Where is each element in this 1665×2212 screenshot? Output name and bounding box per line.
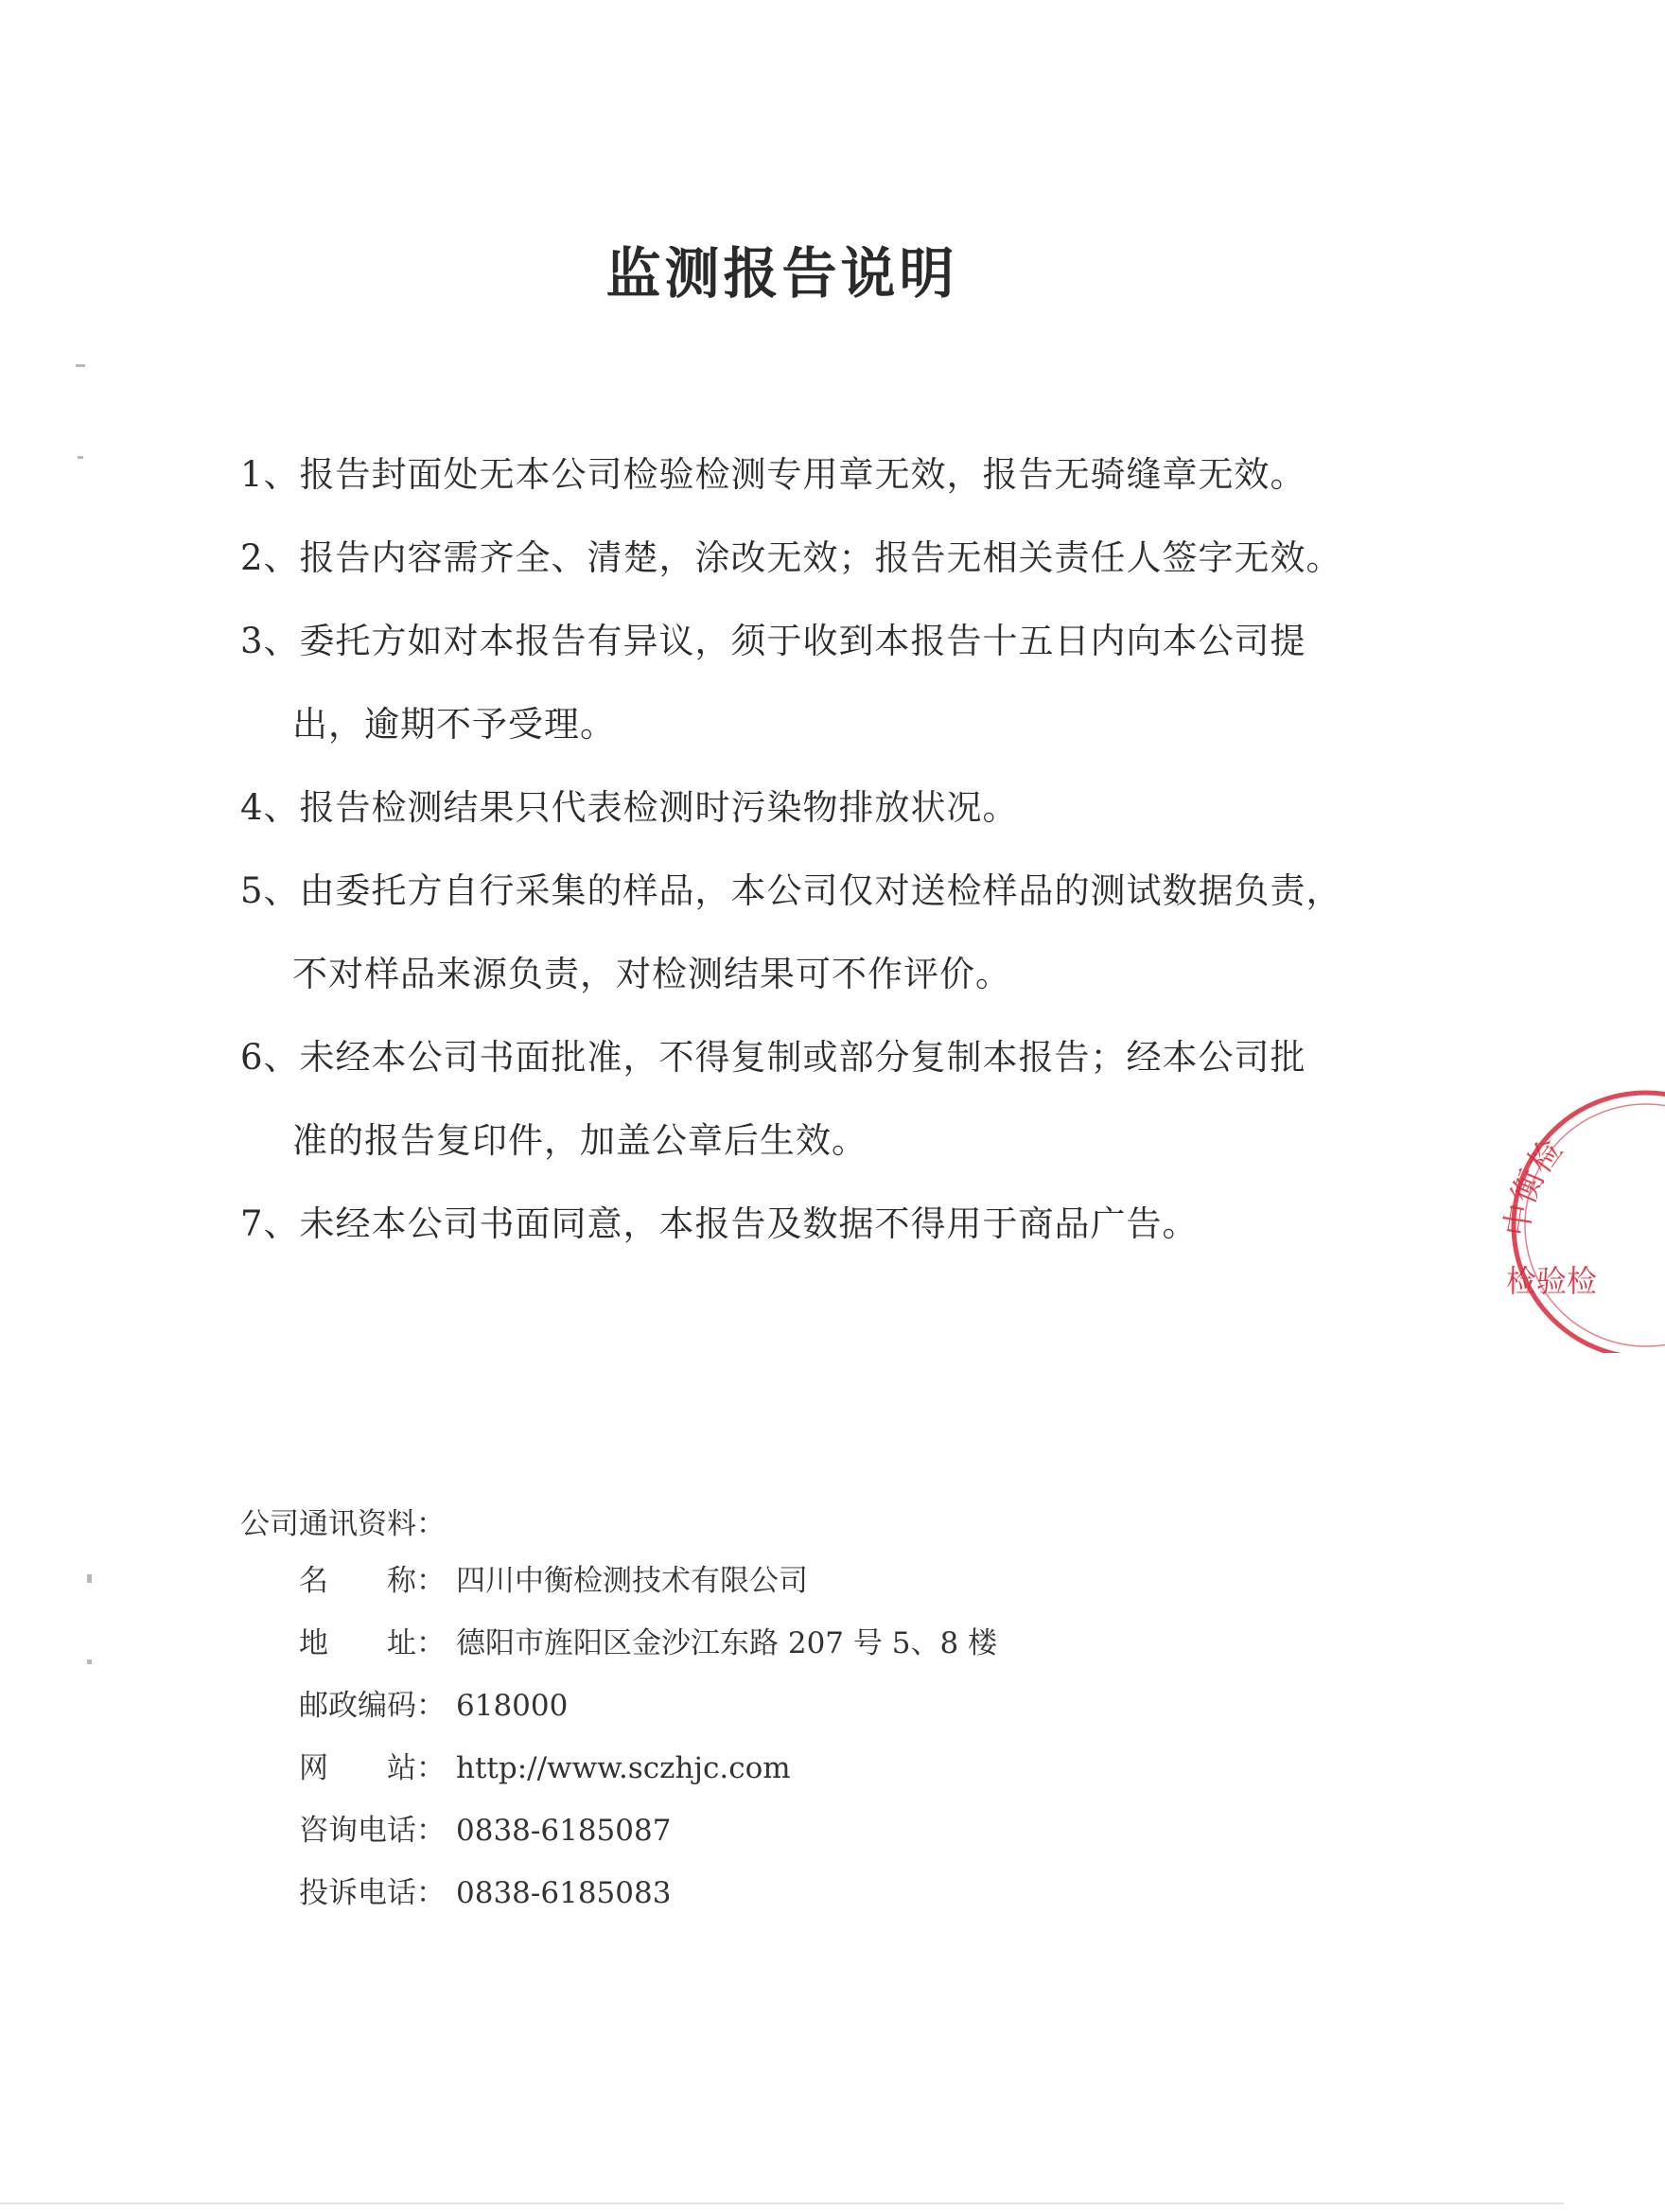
scan-speck xyxy=(76,364,85,367)
company-name: 四川中衡检测技术有限公司 xyxy=(456,1564,808,1598)
note-continuation: 出，逾期不予受理。 xyxy=(292,704,616,745)
contact-row-website xyxy=(299,1745,997,1807)
note-item xyxy=(240,600,1357,766)
contact-label: 网 站： xyxy=(299,1751,446,1785)
contact-label: 咨询电话： xyxy=(299,1814,446,1848)
note-text: 3、委托方如对本报告有异议，须于收到本报告十五日内向本公司提 xyxy=(240,621,1306,661)
scan-speck xyxy=(78,456,83,459)
company-address: 德阳市旌阳区金沙江东路 207 号 5、8 楼 xyxy=(456,1626,998,1660)
contact-row-name xyxy=(299,1557,997,1620)
postcode: 618000 xyxy=(456,1689,569,1723)
seal-stamp xyxy=(1495,1088,1665,1353)
contact-label: 名 称： xyxy=(299,1564,446,1598)
contact-list xyxy=(299,1557,997,1932)
seal-bottom-text: 检验检 xyxy=(1506,1263,1598,1299)
website-url: http://www.sczhjc.com xyxy=(456,1751,791,1785)
seal-arc-text: 中衡检 xyxy=(1498,1132,1570,1239)
note-text: 1、报告封面处无本公司检验检测专用章无效，报告无骑缝章无效。 xyxy=(240,454,1306,495)
note-item xyxy=(240,1183,1357,1266)
contact-heading: 公司通讯资料： xyxy=(240,1507,446,1541)
note-text: 6、未经本公司书面批准，不得复制或部分复制本报告；经本公司批 xyxy=(240,1037,1306,1078)
note-item xyxy=(240,766,1357,850)
contact-label: 投诉电话： xyxy=(299,1876,446,1910)
note-continuation: 不对样品来源负责，对检测结果可不作评价。 xyxy=(292,954,1011,994)
inquiry-phone: 0838-6185087 xyxy=(456,1814,672,1848)
contact-row-complaint-phone xyxy=(299,1870,997,1932)
contact-row-address xyxy=(299,1620,997,1682)
notes-list xyxy=(240,433,1357,1266)
note-item xyxy=(240,517,1357,600)
note-text: 5、由委托方自行采集的样品，本公司仅对送检样品的测试数据负责， xyxy=(240,870,1342,911)
scan-speck xyxy=(87,1659,92,1664)
contact-label: 邮政编码： xyxy=(299,1689,446,1723)
contact-label: 地 址： xyxy=(299,1626,446,1660)
bottom-edge xyxy=(0,2203,1564,2204)
contact-row-postcode xyxy=(299,1682,997,1745)
contact-row-inquiry-phone xyxy=(299,1807,997,1870)
note-text: 7、未经本公司书面同意，本报告及数据不得用于商品广告。 xyxy=(240,1203,1199,1244)
note-text: 4、报告检测结果只代表检测时污染物排放状况。 xyxy=(240,787,1019,828)
page-title: 监测报告说明 xyxy=(605,241,958,306)
note-item xyxy=(240,433,1357,517)
note-item xyxy=(240,850,1357,1016)
note-continuation: 准的报告复印件，加盖公章后生效。 xyxy=(292,1120,868,1161)
complaint-phone: 0838-6185083 xyxy=(456,1876,672,1910)
note-item xyxy=(240,1016,1357,1183)
scan-speck xyxy=(87,1574,92,1583)
note-text: 2、报告内容需齐全、清楚，涂改无效；报告无相关责任人签字无效。 xyxy=(240,537,1342,578)
